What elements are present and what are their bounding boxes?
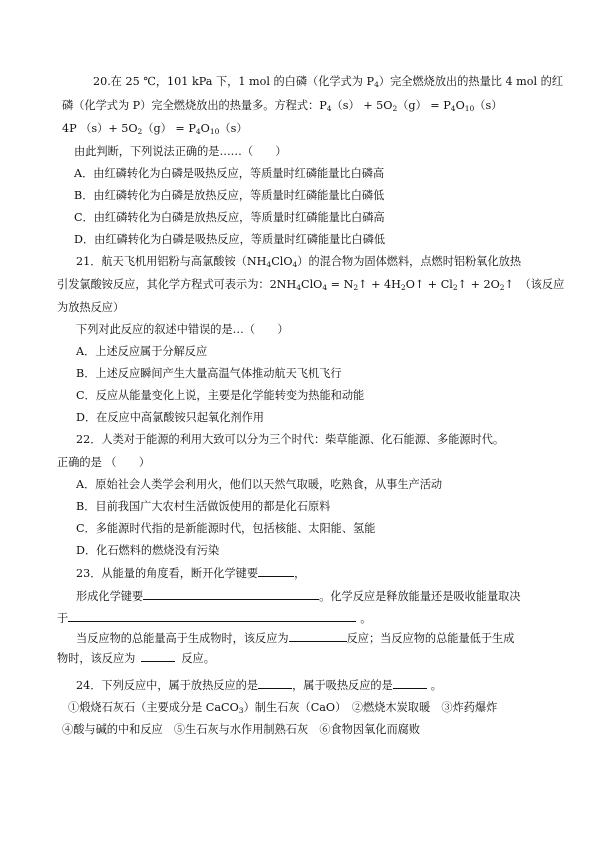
q21-option-a: A．上述反应属于分解反应 — [76, 345, 208, 358]
q22-stem-line1: 22．人类对于能源的利用大致可以分为三个时代：柴草能源、化石能源、多能源时代。 — [76, 433, 505, 446]
q21-option-d: D．在反应中高氯酸铵只起氧化剂作用 — [76, 411, 264, 424]
q20-option-b: B．由红磷转化为白磷是放热反应，等质量时红磷能量比白磷低 — [74, 189, 385, 202]
q20-option-c: C．由红磷转化为白磷是放热反应，等质量时红磷能量比白磷高 — [74, 211, 385, 224]
q21-stem-line2: 引发氯酸铵反应，其化学方程式可表示为：$2NH_4ClO_4$ = $N_2↑$ + $4H_2O↑$ + $Cl_2↑$ + $2O_2↑$ （该反应 — [57, 278, 565, 292]
q21-stem-line1: 21．航天飞机用铝粉与高氯酸铵$(NH_4ClO_4)$的混合物为固体燃料，点燃时铝粉氧化放热 — [76, 255, 522, 269]
q23-stem-line4: 当反应物的总能量高于生成物时，该反应为 反应；当反应物的总能量低于生成 — [76, 632, 515, 645]
q23-blank-5[interactable] — [141, 650, 175, 662]
q24-choices-line2: ④酸与碱的中和反应 ⑤生石灰与水作用制熟石灰 ⑥食物因氧化而腐败 — [62, 723, 421, 736]
q21-prompt: 下列对此反应的叙述中错误的是…（ ） — [76, 323, 289, 336]
q21-option-c: C．反应从能量变化上说，主要是化学能转变为热能和动能 — [76, 389, 365, 402]
q24-blank-exothermic[interactable] — [258, 677, 292, 689]
q22-stem-line2: 正确的是 （ ） — [57, 456, 151, 469]
q24-stem-line1: 24．下列反应中，属于放热反应的是 ，属于吸热反应的是 。 — [76, 679, 442, 692]
q23-blank-2[interactable] — [143, 588, 319, 600]
q22-option-d: D．化石燃料的燃烧没有污染 — [76, 544, 220, 557]
q22-option-b: B．目前我国广大农村生活做饭使用的都是化石原料 — [76, 500, 331, 513]
q20-option-d: D．由红磷转化为白磷是吸热反应，等质量时红磷能量比白磷低 — [74, 233, 386, 246]
q23-stem-line3: 于 。 — [57, 612, 372, 625]
q22-option-a: A．原始社会人类学会利用火，他们以天然气取暖，吃熟食，从事生产活动 — [76, 478, 443, 491]
q23-stem-line5: 物时，该反应为 反应。 — [57, 652, 215, 665]
q21-option-b: B．上述反应瞬间产生大量高温气体推动航天飞机飞行 — [76, 367, 342, 380]
q20-prompt: 由此判断，下列说法正确的是……（ ） — [74, 145, 287, 158]
q23-stem-line2: 形成化学键要 。化学反应是释放能量还是吸收能量取决 — [76, 590, 521, 603]
q23-blank-1[interactable] — [258, 565, 294, 577]
q23-stem-line1: 23．从能量的角度看，断开化学键要 ， — [76, 567, 306, 580]
q20-stem-line1: 20.在 25 ℃，101 kPa 下，1 mol 的白磷（化学式为 $P_4$）完全燃烧放出的热量比 4 mol 的红 — [93, 75, 564, 89]
q23-blank-4[interactable] — [289, 630, 347, 642]
q23-blank-3[interactable] — [68, 610, 356, 622]
q20-stem-line2: 磷（化学式为 P）完全燃烧放出的热量多。方程式：$P_4(s) + 5O_2(g) = P_4O_{10}(s)$ — [62, 99, 503, 113]
q22-option-c: C．多能源时代指的是新能源时代，包括核能、太阳能、氢能 — [76, 522, 376, 535]
q24-choices-line1: ①煅烧石灰石（主要成分是 CaCO$_3$）制生石灰（CaO） ②燃烧木炭取暖 ③炸药爆炸 — [68, 701, 498, 715]
q20-option-a: A．由红磷转化为白磷是吸热反应，等质量时红磷能量比白磷高 — [74, 167, 385, 180]
q24-blank-endothermic[interactable] — [393, 677, 427, 689]
q20-equation-red-phosphorus: 4P $(s)+ 5O_2(g) = P_4O_{10}(s)$ — [62, 122, 248, 136]
q21-stem-line3: 为放热反应） — [57, 301, 125, 314]
